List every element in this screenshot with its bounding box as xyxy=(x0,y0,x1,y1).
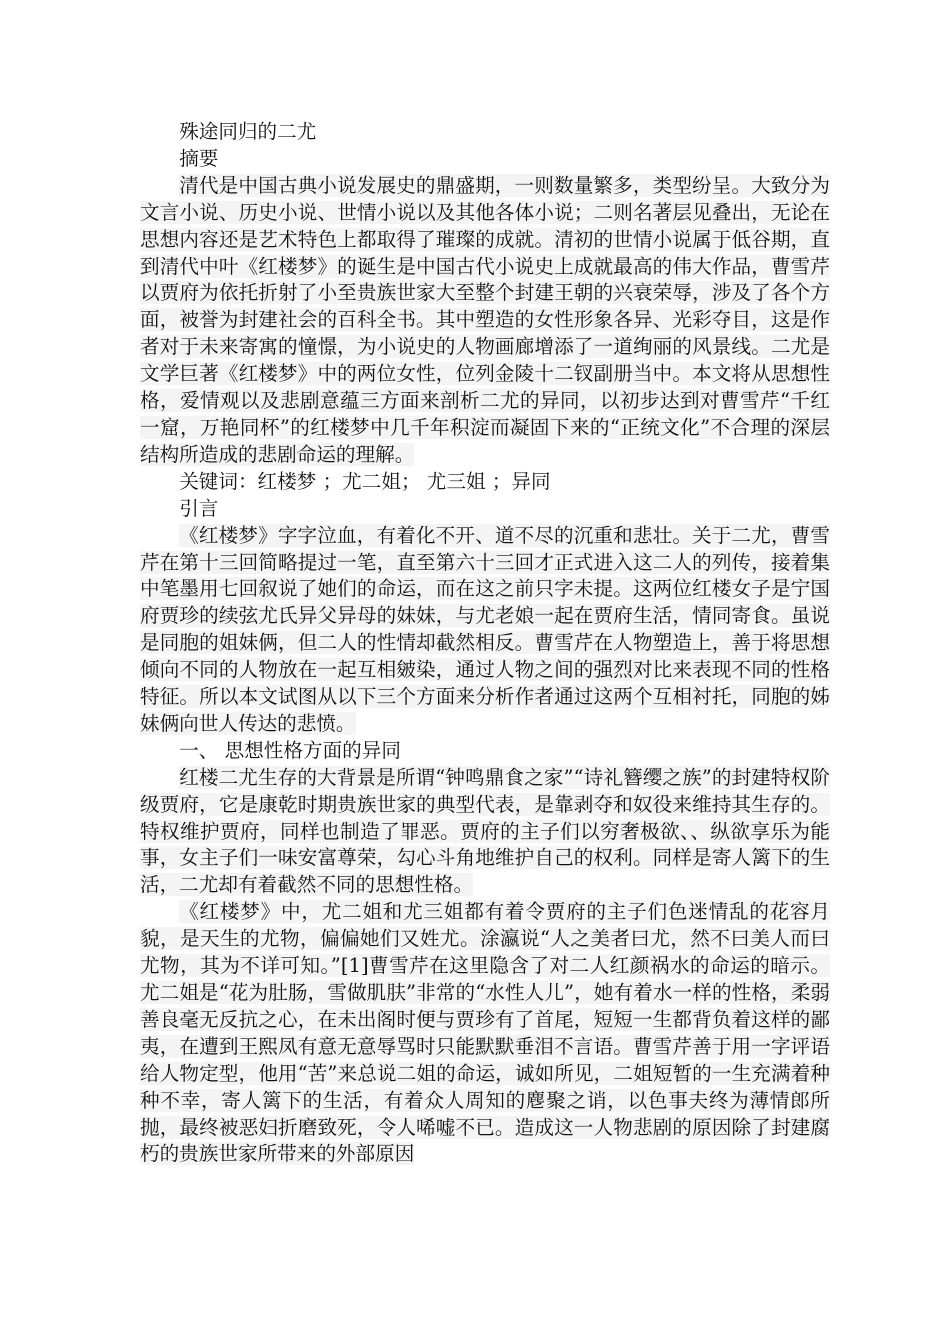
document-body xyxy=(140,119,830,1168)
intro-heading: 引言 xyxy=(179,496,219,520)
intro-text: 《红楼梦》字字泣血，有着化不开、道不尽的沉重和悲壮。关于二尤，曹雪芹在第十三回简略提过一笔，直至第六十三回才正式进入这二人的列传，接着集中笔墨用七回叙说了她们的命运，而在这之前只字未提。这两位红楼女子是宁国府贾珍的续弦尤氏异父异母的妹妹，与尤老娘一起在贾府生活，情同寄食。虽说是同胞的姐妹俩，但二人的性情却截然相反。曹雪芹在人物塑造上，善于将思想倾向不同的人物放在一起互相皴染，通过人物之间的强烈对比来表现不同的性格特征。所以本文试图从以下三个方面来分析作者通过这两个互相衬托，同胞的姊妹俩向世人传达的悲愤。 xyxy=(140,523,830,735)
section-paragraph xyxy=(140,899,830,1168)
abstract-heading: 摘要 xyxy=(179,146,219,170)
document-title: 殊途同归的二尤 xyxy=(179,120,317,143)
section-heading: 一、 思想性格方面的异同 xyxy=(179,738,401,762)
section-paragraph-text: 红楼二尤生存的大背景是所谓“钟鸣鼎食之家”“诗礼簪缨之族”的封建特权阶级贾府，它是康乾时期贵族世家的典型代表，是靠剥夺和奴役来维持其生存的。特权维护贾府，同样也制造了罪恶。贾府的主子们以穷奢极欲、、纵欲享乐为能事，女主子们一味安富尊荣，勾心斗角地维护自己的权利。同样是寄人篱下的生活，二尤却有着截然不同的思想性格。 xyxy=(140,765,830,897)
keywords-line: 关键词：红楼梦 ；尤二姐； 尤三姐 ；异同 xyxy=(179,469,551,493)
abstract-text: 清代是中国古典小说发展史的鼎盛期，一则数量繁多，类型纷呈。大致分为文言小说、历史小说、世情小说以及其他各体小说；二则名著层见叠出，无论在思想内容还是艺术特色上都取得了璀璨的成就。清初的世情小说属于低谷期，直到清代中叶《红楼梦》的诞生是中国古代小说史上成就最高的伟大作品，曹雪芹以贾府为依托折射了小至贵族世家大至整个封建王朝的兴衰荣辱，涉及了各个方面，被誉为封建社会的百科全书。其中塑造的女性形象各异、光彩夺目，这是作者对于未来寄寓的憧憬，为小说史的人物画廊增添了一道绚丽的风景线。二尤是文学巨著《红楼梦》中的两位女性，位列金陵十二钗副册当中。本文将从思想性格，爱情观以及悲剧意蕴三方面来剖析二尤的异同，以初步达到对曹雪芹“千红一窟，万艳同杯”的红楼梦中几千年积淀而凝固下来的“正统文化”不合理的深层结构所造成的悲剧命运的理解。 xyxy=(140,173,830,466)
abstract-paragraph xyxy=(140,173,830,469)
intro-paragraph xyxy=(140,523,830,738)
section-paragraph-text: 《红楼梦》中，尤二姐和尤三姐都有着令贾府的主子们色迷情乱的花容月貌，是天生的尤物，偏偏她们又姓尤。涂瀛说“人之美者曰尤，然不曰美人而曰尤物，其为不详可知。”[1]曹雪芹在这里隐含了对二人红颜祸水的命运的暗示。尤二姐是“花为肚肠，雪做肌肤”非常的“水性人儿”，她有着水一样的性格，柔弱善良毫无反抗之心，在未出阁时便与贾珍有了首尾，短短一生都背负着这样的鄙夷，在遭到王熙凤有意无意辱骂时只能默默垂泪不言语。曹雪芹善于用一字评语给人物定型，他用“苦”来总说二姐的命运，诚如所见，二姐短暂的一生充满着种种不幸，寄人篱下的生活，有着众人周知的麀聚之诮，以色事夫终为薄情郎所抛，最终被恶妇折磨致死，令人唏嘘不已。造成这一人物悲剧的原因除了封建腐朽的贵族世家所带来的外部原因 xyxy=(140,900,830,1166)
section-paragraph xyxy=(140,765,830,900)
